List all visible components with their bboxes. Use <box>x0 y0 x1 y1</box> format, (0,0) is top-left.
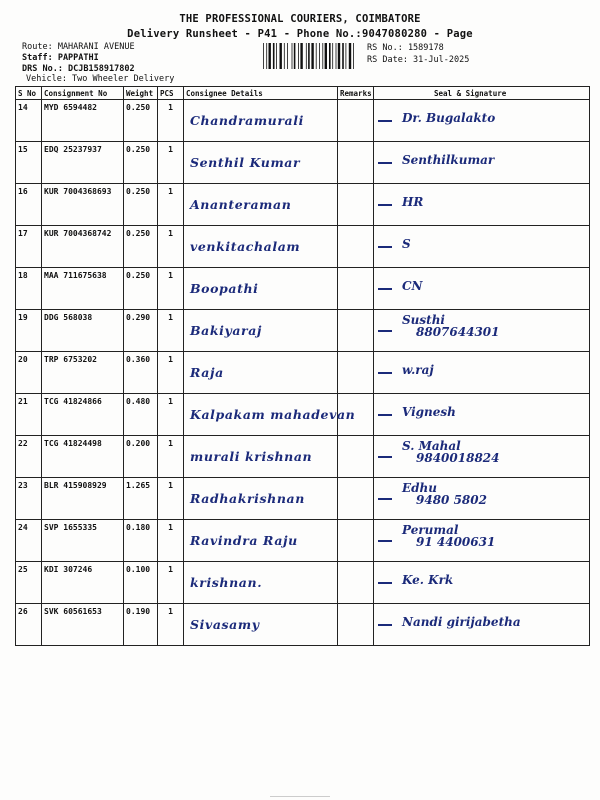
signature-dash <box>378 204 392 206</box>
table-row <box>16 142 590 184</box>
weight-cell: 0.100 <box>124 562 158 604</box>
weight-cell: 0.480 <box>124 394 158 436</box>
signature-text: S <box>402 237 411 251</box>
signature-dash <box>378 162 392 164</box>
consignee-cell <box>184 562 338 604</box>
consignee-cell <box>184 226 338 268</box>
remarks-cell <box>338 394 374 436</box>
sno-cell: 25 <box>16 562 42 604</box>
signature-dash <box>378 624 392 626</box>
remarks-cell <box>338 562 374 604</box>
consignee-cell <box>184 100 338 142</box>
remarks-cell <box>338 436 374 478</box>
weight-cell: 0.290 <box>124 310 158 352</box>
consignee-handwriting: Boopathi <box>190 281 259 296</box>
signature-block <box>402 440 500 464</box>
consignee-handwriting: Ravindra Raju <box>190 533 298 548</box>
signature-cell <box>374 352 590 394</box>
signature-dash <box>378 330 392 332</box>
weight-cell: 0.250 <box>124 100 158 142</box>
weight-cell: 0.250 <box>124 226 158 268</box>
col-consignment: Consignment No <box>42 87 124 100</box>
signature-dash <box>378 120 392 122</box>
signature-text: Senthilkumar <box>402 153 495 167</box>
signature-cell <box>374 310 590 352</box>
signature-text: Nandi girijabetha <box>402 615 521 629</box>
consignee-cell <box>184 268 338 310</box>
table-row <box>16 394 590 436</box>
col-consignee: Consignee Details <box>184 87 338 100</box>
consignment-cell: DDG 568038 <box>42 310 124 352</box>
table-row <box>16 226 590 268</box>
signature-cell <box>374 562 590 604</box>
consignee-cell <box>184 352 338 394</box>
signature-text: Dr. Bugalakto <box>402 111 496 125</box>
signature-cell <box>374 184 590 226</box>
signature-text: Ke. Krk <box>402 573 454 587</box>
consignee-cell <box>184 520 338 562</box>
signature-block <box>402 574 453 586</box>
runsheet-subtitle: Delivery Runsheet - P41 - Phone No.:9047080280 - Page <box>127 28 473 40</box>
signature-dash <box>378 246 392 248</box>
weight-cell: 0.190 <box>124 604 158 646</box>
signature-cell <box>374 604 590 646</box>
signature-block <box>402 524 495 548</box>
table-row <box>16 352 590 394</box>
signature-block <box>402 196 423 208</box>
consignment-cell: KDI 307246 <box>42 562 124 604</box>
rs-no-label: RS No.: 1589178 <box>367 43 444 53</box>
consignment-cell: SVK 60561653 <box>42 604 124 646</box>
consignee-handwriting: Chandramurali <box>190 113 304 128</box>
signature-block <box>402 280 423 292</box>
signature-dash <box>378 498 392 500</box>
consignee-handwriting: venkitachalam <box>190 239 301 254</box>
remarks-cell <box>338 478 374 520</box>
weight-cell: 1.265 <box>124 478 158 520</box>
sno-cell: 26 <box>16 604 42 646</box>
weight-cell: 0.250 <box>124 268 158 310</box>
signature-dash <box>378 288 392 290</box>
consignee-handwriting: Kalpakam mahadevan <box>190 407 356 422</box>
signature-dash <box>378 582 392 584</box>
sno-cell: 16 <box>16 184 42 226</box>
consignment-cell: MYD 6594482 <box>42 100 124 142</box>
footer-rule <box>270 796 330 797</box>
consignee-handwriting: Ananteraman <box>190 197 292 212</box>
weight-cell: 0.180 <box>124 520 158 562</box>
pcs-cell: 1 <box>158 394 184 436</box>
consignee-cell <box>184 142 338 184</box>
signature-text: CN <box>402 279 423 293</box>
consignment-cell: SVP 1655335 <box>42 520 124 562</box>
table-row <box>16 268 590 310</box>
table-row <box>16 310 590 352</box>
signature-block <box>402 616 521 628</box>
table-row <box>16 100 590 142</box>
remarks-cell <box>338 268 374 310</box>
consignee-handwriting: Raja <box>190 365 224 380</box>
consignment-cell: TRP 6753202 <box>42 352 124 394</box>
sno-cell: 20 <box>16 352 42 394</box>
col-remarks: Remarks <box>338 87 374 100</box>
pcs-cell: 1 <box>158 184 184 226</box>
remarks-cell <box>338 310 374 352</box>
signature-phone: 9840018824 <box>416 451 500 465</box>
consignee-handwriting: Radhakrishnan <box>190 491 305 506</box>
company-title: THE PROFESSIONAL COURIERS, COIMBATORE <box>179 13 421 25</box>
signature-block <box>402 112 495 124</box>
rs-date-label: RS Date: 31-Jul-2025 <box>367 55 470 65</box>
vehicle-label: Vehicle: Two Wheeler Delivery <box>26 74 175 84</box>
weight-cell: 0.200 <box>124 436 158 478</box>
col-sno: S No <box>16 87 42 100</box>
drs-label: DRS No.: DCJB158917802 <box>22 64 135 74</box>
remarks-cell <box>338 520 374 562</box>
remarks-cell <box>338 352 374 394</box>
signature-block <box>402 238 411 250</box>
signature-text: Susthi <box>402 313 445 327</box>
runsheet-table <box>15 86 590 646</box>
col-pcs: PCS <box>158 87 184 100</box>
signature-block <box>402 314 500 338</box>
signature-phone: 91 4400631 <box>416 535 496 549</box>
pcs-cell: 1 <box>158 520 184 562</box>
sno-cell: 23 <box>16 478 42 520</box>
staff-label: Staff: PAPPATHI <box>22 53 99 63</box>
weight-cell: 0.250 <box>124 142 158 184</box>
sno-cell: 19 <box>16 310 42 352</box>
signature-cell <box>374 520 590 562</box>
signature-text: S. Mahal <box>402 439 461 453</box>
sno-cell: 18 <box>16 268 42 310</box>
barcode-icon <box>263 43 355 69</box>
remarks-cell <box>338 604 374 646</box>
col-weight: Weight <box>124 87 158 100</box>
col-signature: Seal & Signature <box>374 87 590 100</box>
signature-block <box>402 364 434 376</box>
pcs-cell: 1 <box>158 268 184 310</box>
remarks-cell <box>338 142 374 184</box>
sno-cell: 22 <box>16 436 42 478</box>
consignee-cell <box>184 478 338 520</box>
table-row <box>16 562 590 604</box>
signature-dash <box>378 456 392 458</box>
pcs-cell: 1 <box>158 604 184 646</box>
table-header-row <box>16 87 590 100</box>
signature-block <box>402 154 494 166</box>
pcs-cell: 1 <box>158 100 184 142</box>
signature-cell <box>374 436 590 478</box>
signature-dash <box>378 414 392 416</box>
sno-cell: 15 <box>16 142 42 184</box>
consignee-cell <box>184 184 338 226</box>
table-row <box>16 478 590 520</box>
consignee-handwriting: Senthil Kumar <box>190 155 301 170</box>
remarks-cell <box>338 226 374 268</box>
weight-cell: 0.250 <box>124 184 158 226</box>
consignee-handwriting: Bakiyaraj <box>190 323 263 338</box>
remarks-cell <box>338 184 374 226</box>
pcs-cell: 1 <box>158 436 184 478</box>
sno-cell: 21 <box>16 394 42 436</box>
pcs-cell: 1 <box>158 478 184 520</box>
table-row <box>16 436 590 478</box>
signature-block <box>402 482 487 506</box>
consignment-cell: EDQ 25237937 <box>42 142 124 184</box>
consignment-cell: KUR 7004368693 <box>42 184 124 226</box>
sno-cell: 24 <box>16 520 42 562</box>
signature-phone: 9480 5802 <box>416 493 487 507</box>
signature-dash <box>378 540 392 542</box>
pcs-cell: 1 <box>158 226 184 268</box>
pcs-cell: 1 <box>158 562 184 604</box>
consignee-cell <box>184 604 338 646</box>
consignee-handwriting: murali krishnan <box>190 449 313 464</box>
consignee-handwriting: Sivasamy <box>190 617 260 632</box>
sno-cell: 14 <box>16 100 42 142</box>
consignment-cell: TCG 41824498 <box>42 436 124 478</box>
consignee-cell <box>184 394 356 436</box>
table-row <box>16 520 590 562</box>
signature-text: Vignesh <box>402 405 456 419</box>
signature-cell <box>374 268 590 310</box>
pcs-cell: 1 <box>158 310 184 352</box>
pcs-cell: 1 <box>158 352 184 394</box>
signature-cell <box>374 226 590 268</box>
sno-cell: 17 <box>16 226 42 268</box>
signature-text: w.raj <box>402 363 434 377</box>
signature-cell <box>374 394 590 436</box>
weight-cell: 0.360 <box>124 352 158 394</box>
consignment-cell: MAA 711675638 <box>42 268 124 310</box>
signature-block <box>402 406 456 418</box>
signature-text: Edhu <box>402 481 437 495</box>
consignment-cell: KUR 7004368742 <box>42 226 124 268</box>
signature-cell <box>374 478 590 520</box>
consignee-handwriting: krishnan. <box>190 575 263 590</box>
signature-phone: 8807644301 <box>416 325 500 339</box>
signature-text: Perumal <box>402 523 459 537</box>
route-label: Route: MAHARANI AVENUE <box>22 42 135 52</box>
table-row <box>16 604 590 646</box>
signature-cell <box>374 142 590 184</box>
consignment-cell: TCG 41824866 <box>42 394 124 436</box>
consignee-cell <box>184 310 338 352</box>
signature-dash <box>378 372 392 374</box>
consignee-cell <box>184 436 338 478</box>
table-row <box>16 184 590 226</box>
consignment-cell: BLR 415908929 <box>42 478 124 520</box>
remarks-cell <box>338 100 374 142</box>
signature-cell <box>374 100 590 142</box>
pcs-cell: 1 <box>158 142 184 184</box>
signature-text: HR <box>402 195 424 209</box>
